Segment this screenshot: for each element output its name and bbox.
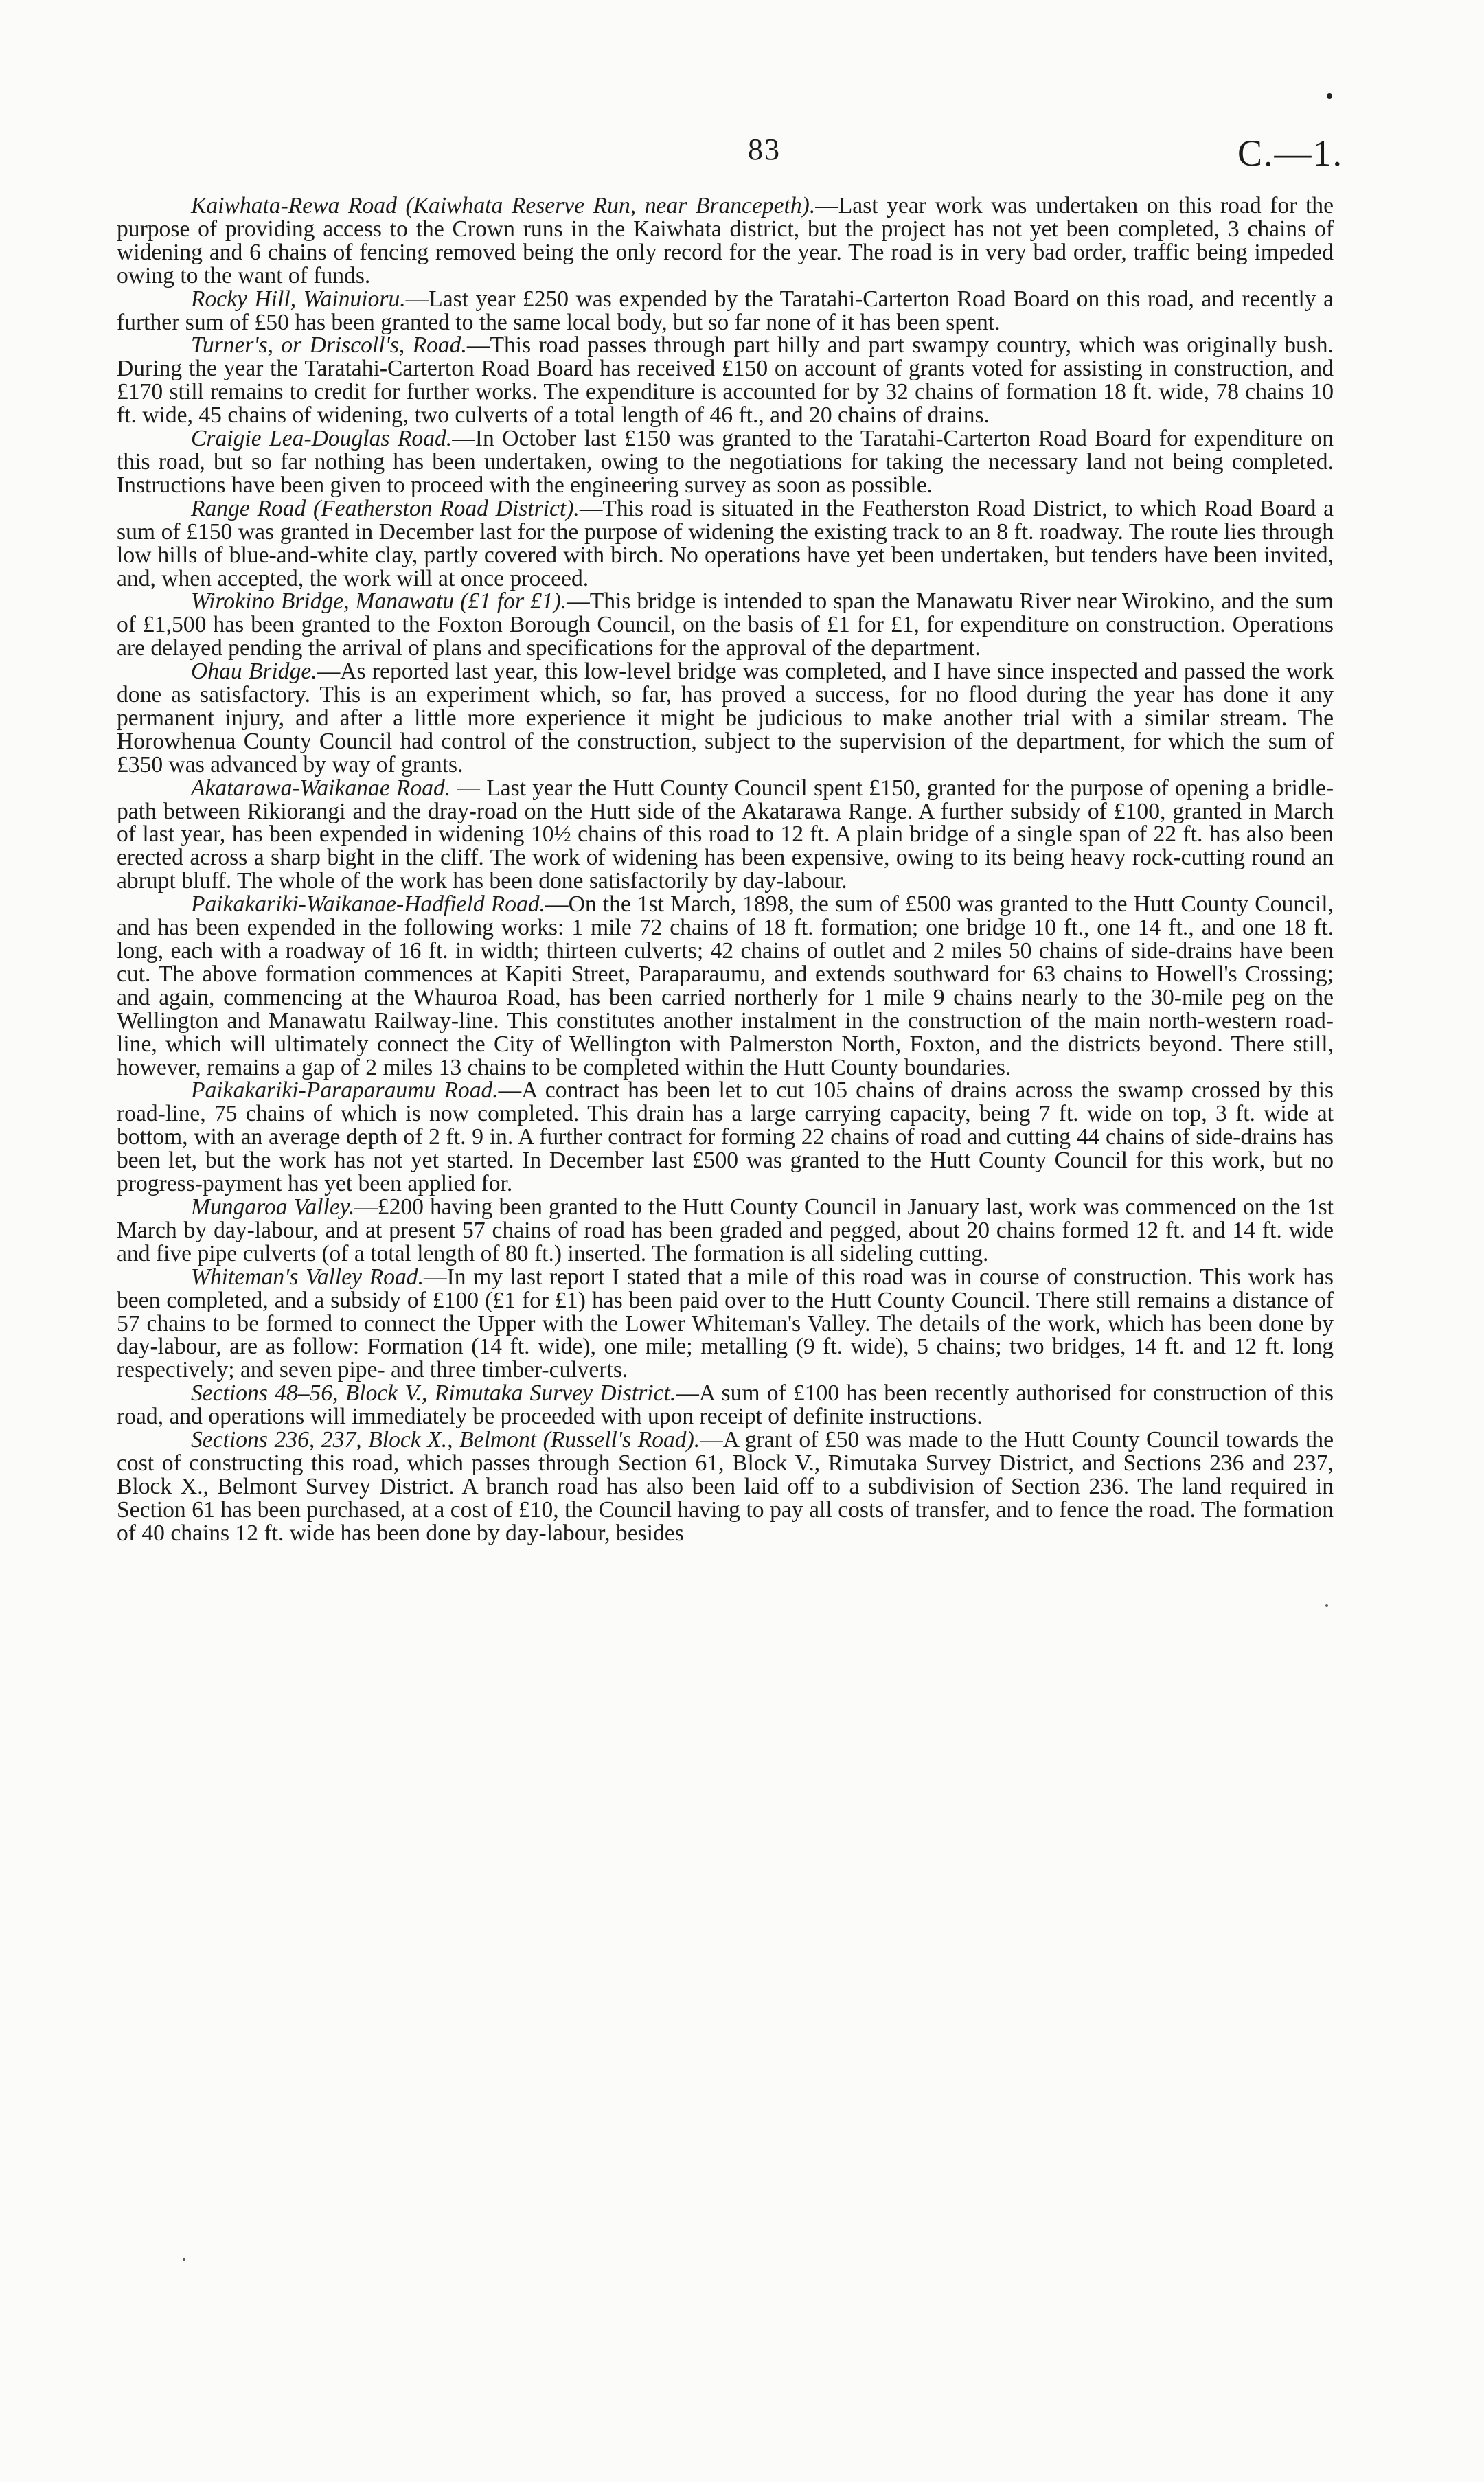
paragraph-text: —A sum of £100 has been recently authorised for construction of this road, and operations will immediately be proceeded with upon receipt of definite instructions.: [117, 1380, 1334, 1430]
paragraph-heading: Mungaroa Valley.: [191, 1194, 355, 1220]
paragraph-heading: Paikakariki-Paraparaumu Road.: [191, 1078, 499, 1104]
paragraph-heading: Rocky Hill, Wainuioru.: [191, 286, 406, 312]
paragraph-text: —A grant of £50 was made to the Hutt County Council towards the cost of constructing this road, which passes through Section 61, Block V., Rimutaka Survey District, and Sections 236 and 237, Block X., Belmont Survey District. A branch road has also been laid off to a subdivision of Section 236. The land required in Section 61 has been purchased, at a cost of £10, the Council having to pay all costs of transfer, and to fence the road. The formation of 40 chains 12 ft. wide has been done by day-labour, besides: [117, 1427, 1334, 1546]
paragraph-heading: Craigie Lea-Douglas Road.: [191, 426, 453, 452]
paragraph-text: —This road is situated in the Featherston Road District, to which Road Board a sum of £150 was granted in December last for the purpose of widening the existing track to an 8 ft. roadway. The route lies through low hills of blue-and-white clay, partly covered with birch. No operations have yet been undertaken, but tenders have been invited, and, when accepted, the work will at once proceed.: [117, 495, 1334, 591]
ink-speck: [183, 2258, 185, 2261]
paragraph-heading: Ohau Bridge.: [191, 659, 317, 685]
ink-speck: [1327, 93, 1332, 99]
paragraph-text: —In my last report I stated that a mile of this road was in course of construction. This work has been completed, and a subsidy of £100 (£1 for £1) has been paid over to the Hutt County Council. There still remains a distance of 57 chains to be formed to connect the Upper with the Lower Whiteman's Valley. The details of the work, which has been done by day-labour, are as follow: Formation (14 ft. wide), one mile; metalling (9 ft. wide), 5 chains; two bridges, 14 ft. and 12 ft. long respectively; and seven pipe- and three timber-culverts.: [117, 1264, 1334, 1383]
paragraph-text: —In October last £150 was granted to the Taratahi-Carterton Road Board for expenditure on this road, but so far nothing has been undertaken, owing to the negotiations for taking the necessary land not being completed. Instructions have been given to proceed with the engineering survey as soon as possible.: [117, 426, 1334, 498]
paragraph-text: —£200 having been granted to the Hutt County Council in January last, work was commenced on the 1st March by day-labour, and at present 57 chains of road has been graded and pegged, about 20 chains formed 12 ft. and 14 ft. wide and five pipe culverts (of a total length of 80 ft.) inserted. The formation is all sideling cutting.: [117, 1194, 1334, 1266]
paragraph-heading: Akatarawa-Waikanae Road.: [191, 775, 451, 801]
paragraph-heading: Paikakariki-Waikanae-Hadfield Road.: [191, 891, 546, 918]
paragraph-heading: Wirokino Bridge, Manawatu (£1 for £1).: [191, 589, 567, 615]
paragraph-heading: Range Road (Featherston Road District).: [191, 495, 580, 521]
paragraph-text: —As reported last year, this low-level bridge was completed, and I have since inspected and passed the work done as satisfactory. This is an experiment which, so far, has proved a success, for no flood during the year has done it any permanent injury, and after a little more experience it might be judicious to make another trial with a similar stream. The Horowhenua County Council had control of the construction, subject to the supervision of the department, for which the sum of £350 was advanced by way of grants.: [117, 659, 1334, 777]
ink-speck: [1325, 1604, 1328, 1607]
paragraph-text: —This road passes through part hilly and part swampy country, which was originally bush. During the year the Taratahi-Carterton Road Board has received £150 on account of grants voted for assisting in construction, and £170 still remains to credit for further works. The expenditure is accounted for by 32 chains of formation 18 ft. wide, 78 chains 10 ft. wide, 45 chains of widening, two culverts of a total length of 46 ft., and 20 chains of drains.: [117, 332, 1334, 429]
paragraph-heading: Sections 236, 237, Block X., Belmont (Russell's Road).: [191, 1427, 700, 1453]
paragraph-heading: Kaiwhata-Rewa Road (Kaiwhata Reserve Run, near Brancepeth).: [191, 193, 816, 218]
paragraph-heading: Sections 48–56, Block V., Rimutaka Survey District.: [191, 1380, 676, 1407]
paragraph-text: —A contract has been let to cut 105 chains of drains across the swamp crossed by this road-line, 75 chains of which is now completed. This drain has a large carrying capacity, being 7 ft. wide on top, 3 ft. wide at bottom, with an average depth of 2 ft. 9 in. A further contract for forming 22 chains of road and cutting 44 chains of side-drains has been let, but the work has not yet started. In December last £500 was granted to the Hutt County Council for this work, but no progress-payment has yet been applied for.: [117, 1078, 1334, 1197]
paragraph-text: —Last year £250 was expended by the Taratahi-Carterton Road Board on this road, and recently a further sum of £50 has been granted to the same local body, but so far none of it has been spent.: [117, 286, 1334, 335]
paragraph-heading: Whiteman's Valley Road.: [191, 1264, 424, 1290]
paragraph-text: —On the 1st March, 1898, the sum of £500 was granted to the Hutt County Council, and has been expended in the following works: 1 mile 72 chains of 18 ft. formation; one bridge 10 ft., one 14 ft., and one 18 ft. long, each with a roadway of 16 ft. in width; thirteen culverts; 42 chains of outlet and 2 miles 50 chains of side-drains have been cut. The above formation commences at Kapiti Street, Paraparaumu, and extends southward for 63 chains to Howell's Crossing; and again, commencing at the Whauroa Road, has been carried northerly for 1 mile 9 chains nearly to the 30-mile peg on the Wellington and Manawatu Railway-line. This constitutes another instalment in the construction of the main north-western road-line, which will ultimately connect the City of Wellington with Palmerston North, Foxton, and the districts beyond. There still, however, remains a gap of 2 miles 13 chains to be completed within the Hutt County boundaries.: [117, 891, 1334, 1080]
paragraph-heading: Turner's, or Driscoll's, Road.: [191, 332, 467, 358]
paragraph-text: —Last year work was undertaken on this road for the purpose of providing access to the Crown runs in the Kaiwhata district, but the project has not yet been completed, 3 chains of widening and 6 chains of fencing removed being the only record for the year. The road is in very bad order, traffic being impeded owing to the want of funds.: [117, 193, 1334, 288]
paragraph-text: — Last year the Hutt County Council spent £150, granted for the purpose of opening a bridle-path between Rikiorangi and the dray-road on the Hutt side of the Akatarawa Range. A further subsidy of £100, granted in March of last year, has been expended in widening 10½ chains of this road to 12 ft. A plain bridge of a single span of 22 ft. has also been erected across a sharp bight in the cliff. The work of widening has been expensive, owing to its being heavy rock-cutting round an abrupt bluff. The whole of the work has been done satisfactorily by day-labour.: [117, 775, 1334, 894]
page-number: 83: [748, 133, 781, 166]
paragraph-text: —This bridge is intended to span the Manawatu River near Wirokino, and the sum of £1,500 has been granted to the Foxton Borough Council, on the basis of £1 for £1, for expenditure on construction. Operations are delayed pending the arrival of plans and specifications for the approval of the department.: [117, 589, 1334, 661]
document-code: C.—1.: [1237, 133, 1343, 174]
